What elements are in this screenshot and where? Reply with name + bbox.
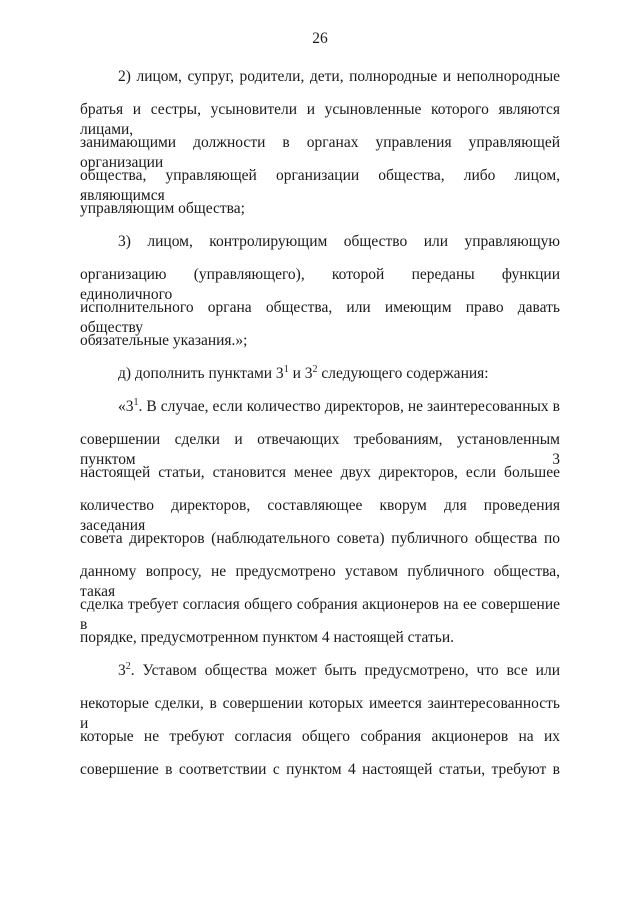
text-line: данному вопросу, не предусмотрено уставом публичного общества, такая	[80, 563, 560, 600]
text-span	[118, 397, 139, 417]
text-span: . В случае, если количество директоров, не заинтересованных в	[138, 398, 560, 415]
text-line	[118, 397, 560, 417]
text-line: порядке, предусмотренном пунктом 4 настоящей статьи.	[80, 629, 455, 646]
text-span: . Уставом общества может быть предусмотрено, что все или	[130, 662, 560, 679]
text-span: и 3	[288, 365, 313, 382]
text-line: совершение в соответствии с пунктом 4 настоящей статьи, требуют в	[80, 761, 560, 778]
page-number	[0, 30, 640, 48]
text-line: совершении сделки и отвечающих требованиям, установленным пунктом 3	[80, 431, 560, 468]
text-span: 3	[118, 662, 126, 679]
text-line: управляющим общества;	[80, 200, 245, 217]
text-span: «3	[118, 398, 134, 415]
text-line: количество директоров, составляющее кворум для проведения заседания	[80, 497, 560, 534]
text-line: общества, управляющей организации общества, либо лицом, являющимся	[80, 167, 560, 204]
text-line: сделка требует согласия общего собрания акционеров на ее совершение в	[80, 596, 560, 633]
text-line: организацию (управляющего), которой переданы функции единоличного	[80, 266, 560, 303]
superscript: 1	[283, 364, 289, 375]
superscript: 2	[125, 661, 131, 672]
text-line: настоящей статьи, становится менее двух директоров, если большее	[80, 464, 560, 481]
text-span	[118, 661, 131, 681]
text-line: 3) лицом, контролирующим общество или управляющую	[118, 233, 560, 250]
superscript: 2	[312, 364, 318, 375]
text-line: которые не требуют согласия общего собрания акционеров на их	[80, 728, 560, 745]
text-span: следующего содержания:	[317, 365, 489, 382]
text-line: обязательные указания.»;	[80, 332, 248, 349]
text-line: братья и сестры, усыновители и усыновленные которого являются лицами,	[80, 101, 560, 138]
text-line: некоторые сделки, в совершении которых имеется заинтересованность и	[80, 695, 560, 732]
text-line: совета директоров (наблюдательного совета) публичного общества по	[80, 530, 560, 547]
text-line: занимающими должности в органах управления управляющей организации	[80, 134, 560, 171]
text-line: исполнительного органа общества, или имеющим право давать обществу	[80, 299, 560, 336]
text-line	[118, 661, 560, 681]
text-line	[118, 364, 560, 384]
text-span: д) дополнить пунктами 3	[118, 365, 284, 382]
text-line: 2) лицом, супруг, родители, дети, полнородные и неполнородные	[118, 68, 560, 85]
page-number-text: 26	[312, 30, 328, 47]
superscript: 1	[133, 397, 139, 408]
